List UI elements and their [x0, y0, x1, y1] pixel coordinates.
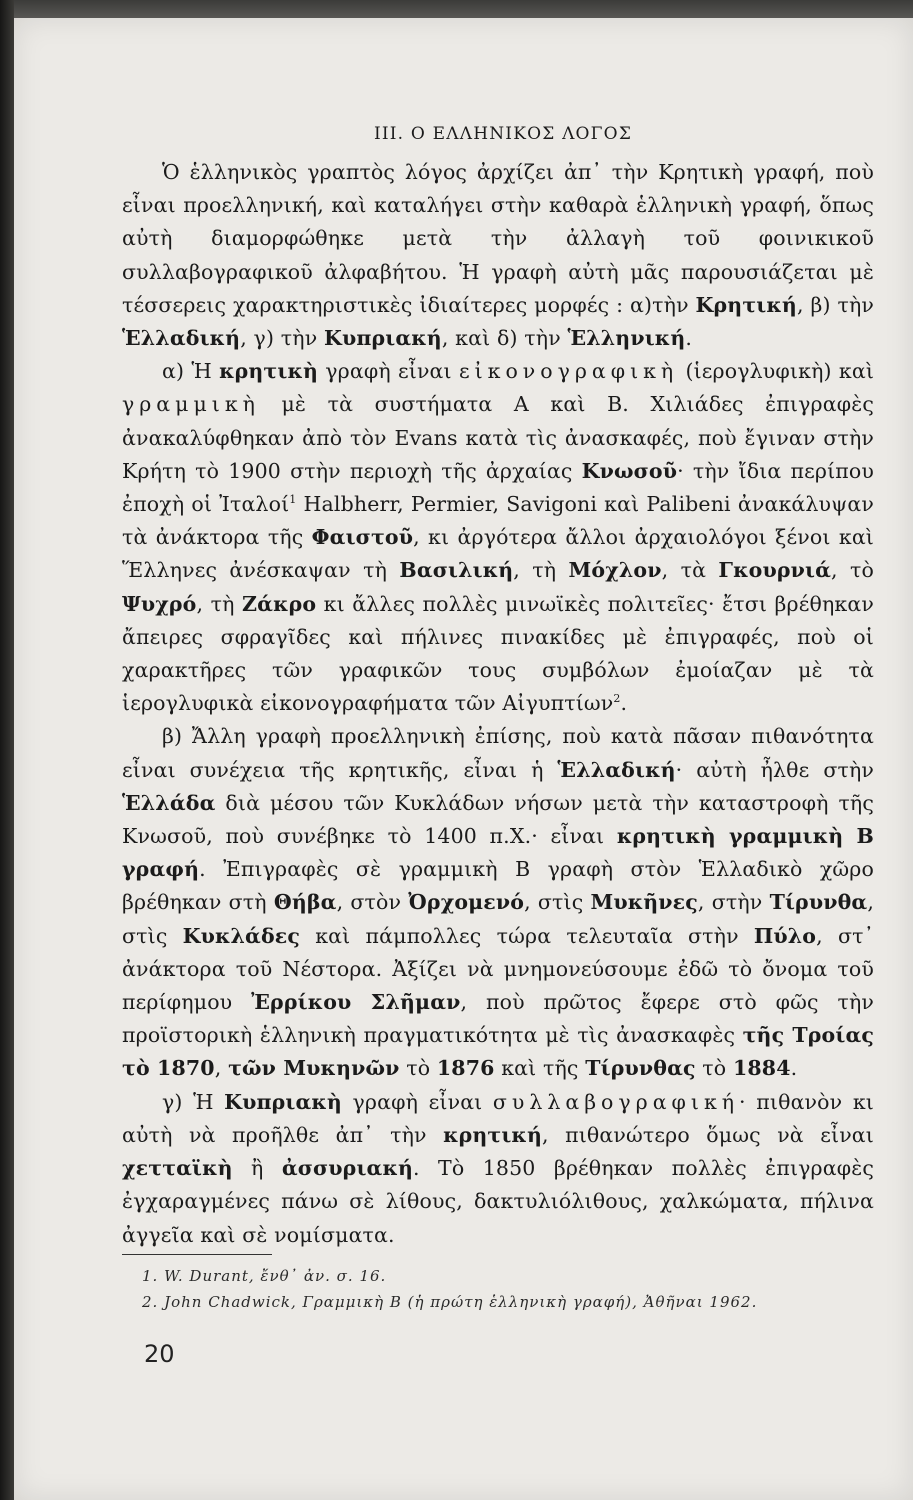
scan-top-edge — [0, 0, 913, 20]
footnote-ref-2: 2 — [613, 692, 621, 706]
footnote-2: 2. John Chadwick, Γραμμικὴ Β (ἡ πρώτη ἑλληνικὴ γραφή), Ἀθῆναι 1962. — [142, 1292, 758, 1311]
chapter-title: ΙΙΙ. Ο ΕΛΛΗΝΙΚΟΣ ΛΟΓΟΣ — [373, 124, 633, 144]
paragraph-cretan-script: α) Ἡ κρητικὴ γραφὴ εἶναι εἰκονογραφικὴ (ἱερογλυφικὴ) καὶ γραμμικὴ μὲ τὰ συστήματα Α καὶ Β. Χιλιάδες ἐπιγραφὲς ἀνακαλύφθηκαν ἀπὸ τὸν Evans κατὰ τὶς ἀνασκαφές, ποὺ ἔγιναν στὴν Κρήτη τὸ 1900 στὴν περιοχὴ τῆς ἀρχαίας Κνωσοῦ· τὴν ἴδια περίπου ἐποχὴ οἱ Ἰταλοί$^1$ Halbherr, Permier, Savigoni καὶ Palibeni ἀνακάλυψαν τὰ ἀνάκτορα τῆς Φαιστοῦ, κι ἀργότερα ἄλλοι ἀρχαιολόγοι ξένοι καὶ Ἕλληνες ἀνέσκαψαν τὴ Βασιλική, τὴ Μόχλον, τὰ Γκουρνιά, τὸ Ψυχρό, τὴ Ζάκρο κι ἄλλες πολλὲς μινωϊκὲς πολιτεῖες· ἔτσι βρέθηκαν ἄπειρες σφραγῖδες καὶ πήλινες πινακίδες μὲ ἐπιγραφές, ποὺ οἱ χαρακτῆρες τῶν γραφικῶν τους συμβόλων ἐμοίαζαν μὲ τὰ ἱερογλυφικὰ εἰκονογραφήματα τῶν Αἰγυπτίων$^2$. — [122, 359, 875, 716]
paragraph-intro: Ὁ ἑλληνικὸς γραπτὸς λόγος ἀρχίζει ἀπ᾽ τὴν Κρητικὴ γραφή, ποὺ εἶναι προελληνική, καὶ καταλήγει στὴν καθαρὰ ἑλληνικὴ γραφή, ὅπως αὐτὴ διαμορφώθηκε μετὰ τὴν ἀλλαγὴ τοῦ φοινικικοῦ συλλαβογραφικοῦ ἀλφαβήτου. Ἡ γραφὴ αὐτὴ μᾶς παρουσιάζεται μὲ τέσσερεις χαρακτηριστικὲς ἰδιαίτερες μορφές : α)τὴν Κρητική, β) τὴν Ἑλλαδική, γ) τὴν Κυπριακή, καὶ δ) τὴν Ἑλληνική. — [122, 160, 874, 351]
footnotes — [122, 1263, 874, 1315]
scan-left-edge — [0, 0, 14, 1500]
page-content — [122, 122, 874, 1315]
paragraph-helladic-script: β) Ἄλλη γραφὴ προελληνικὴ ἐπίσης, ποὺ κατὰ πᾶσαν πιθανότητα εἶναι συνέχεια τῆς κρητικῆς, εἶναι ἡ Ἑλλαδική· αὐτὴ ἦλθε στὴν Ἑλλάδα διὰ μέσου τῶν Κυκλάδων νήσων μετὰ τὴν καταστροφὴ τῆς Κνωσοῦ, ποὺ συνέβηκε τὸ 1400 π.Χ.· εἶναι κρητικὴ γραμμικὴ Β γραφή. Ἐπιγραφὲς σὲ γραμμικὴ Β γραφὴ στὸν Ἑλλαδικὸ χῶρο βρέθηκαν στὴ Θήβα, στὸν Ὀρχομενό, στὶς Μυκῆνες, στὴν Τίρυνθα, στὶς Κυκλάδες καὶ πάμπολλες τώρα τελευταῖα στὴν Πύλο, στ᾽ ἀνάκτορα τοῦ Νέστορα. Ἀξίζει νὰ μνημονεύσουμε ἐδῶ τὸ ὄνομα τοῦ περίφημου Ἐρρίκου Σλῆμαν, ποὺ πρῶτος ἔφερε στὸ φῶς τὴν προϊστορικὴ ἑλληνικὴ πραγματικότητα μὲ τὶς ἀνασκαφὲς τῆς Τροίας τὸ 1870, τῶν Μυκηνῶν τὸ 1876 καὶ τῆς Τίρυνθας τὸ 1884. — [122, 724, 875, 1081]
footnote-rule — [122, 1254, 272, 1255]
paragraph-cypriot-script: γ) Ἡ Κυπριακὴ γραφὴ εἶναι συλλαβογραφική· πιθανὸν κι αὐτὴ νὰ προῆλθε ἀπ᾽ τὴν κρητική, πιθανώτερο ὅμως νὰ εἶναι χετταϊκὴ ἢ ἀσσυριακή. Τὸ 1850 βρέθηκαν πολλὲς ἐπιγραφὲς ἐγχαραγμένες πάνω σὲ λίθους, δακτυλιόλιθους, χαλκώματα, πήλινα ἀγγεῖα καὶ σὲ νομίσματα. — [122, 1089, 875, 1247]
page-number: 20 — [144, 1340, 175, 1368]
footnote-1: 1. W. Durant, ἔνθ᾽ ἀν. σ. 16. — [142, 1266, 387, 1285]
footnote-ref-1: 1 — [289, 493, 297, 507]
